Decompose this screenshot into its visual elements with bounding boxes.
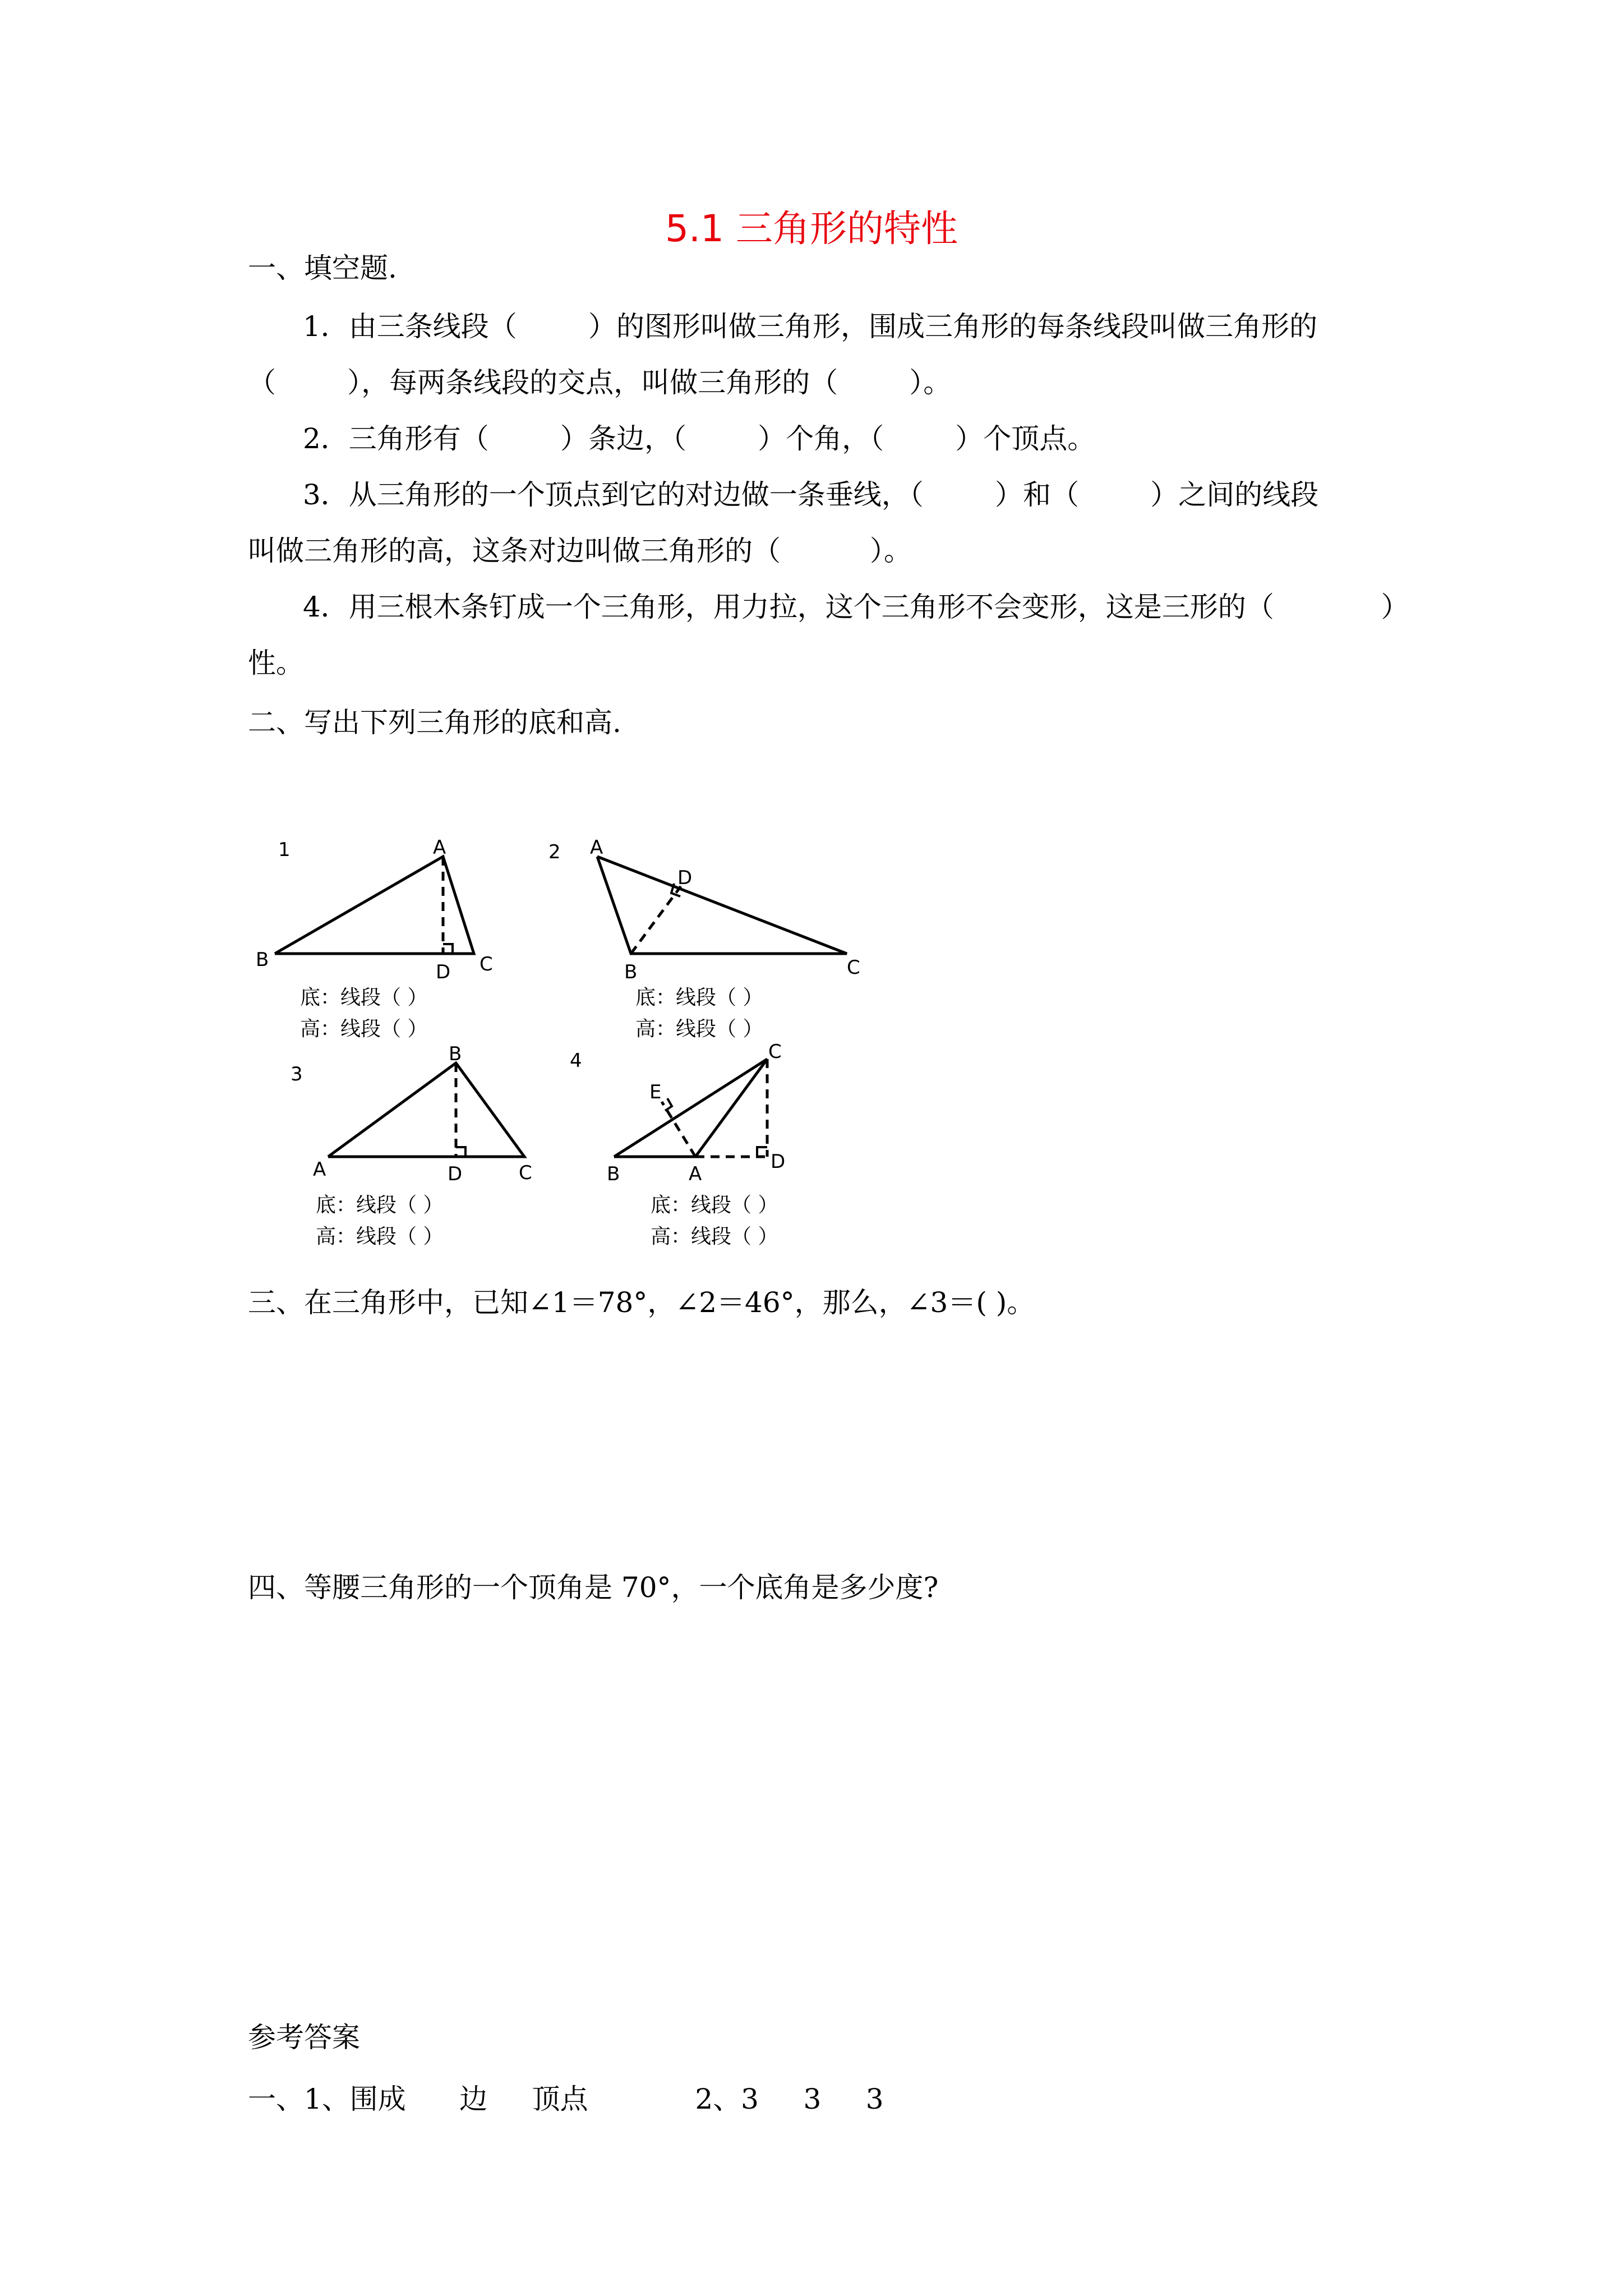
- figure-4-right-angle-mark-d: [757, 1147, 767, 1157]
- figure-4-number: 4: [570, 1050, 582, 1072]
- section2-heading: 二、写出下列三角形的底和高.: [248, 706, 621, 739]
- question-1-line-2: （ ），每两条线段的交点，叫做三角形的（ ）。: [248, 366, 952, 399]
- figure-2-label-b: B: [624, 961, 638, 983]
- figure-1-label-b: B: [256, 949, 269, 971]
- figure-3-height-line: 高：线段（ ）: [316, 1225, 444, 1248]
- figure-4-label-b: B: [607, 1163, 620, 1185]
- question-3-line-2: 叫做三角形的高，这条对边叫做三角形的（ ）。: [248, 535, 912, 567]
- figure-1-right-angle-mark: [443, 944, 453, 954]
- question-3-line-1: 3．从三角形的一个顶点到它的对边做一条垂线，（ ）和（ ）之间的线段: [303, 478, 1319, 511]
- figure-4-label-e: E: [649, 1081, 662, 1103]
- figure-3-base-line: 底：线段（ ）: [316, 1194, 444, 1217]
- figure-1-height-line: 高：线段（ ）: [300, 1018, 428, 1041]
- figure-3-label-c: C: [519, 1162, 532, 1184]
- section3-question: 三、在三角形中，已知∠1＝78°，∠2＝46°，那么，∠3＝( )。: [248, 1286, 1035, 1319]
- answers-heading: 参考答案: [248, 2021, 360, 2054]
- figure-4-label-a: A: [689, 1163, 702, 1185]
- figure-2-altitude: [631, 886, 681, 954]
- figure-2-label-a: A: [590, 836, 603, 859]
- page-title: 5.1 三角形的特性: [665, 207, 958, 250]
- question-4-line-1: 4．用三根木条钉成一个三角形，用力拉，这个三角形不会变形，这是三形的（ ）: [303, 591, 1409, 623]
- figure-2-triangle: [597, 857, 847, 954]
- figure-1-number: 1: [278, 839, 291, 861]
- figure-2-height-line: 高：线段（ ）: [635, 1018, 763, 1041]
- figure-3-number: 3: [291, 1063, 303, 1085]
- figure-4-label-c: C: [768, 1041, 782, 1063]
- figure-4-height-line: 高：线段（ ）: [651, 1225, 778, 1248]
- section4-question: 四、等腰三角形的一个顶角是 70°，一个底角是多少度?: [248, 1571, 939, 1604]
- figure-2-number: 2: [548, 841, 561, 863]
- answers-line-1: 一、1、围成 边 顶点 2、3 3 3: [248, 2083, 884, 2115]
- figure-4-label-d: D: [771, 1151, 786, 1173]
- figure-2-label-c: C: [847, 956, 860, 979]
- section1-heading: 一、填空题.: [248, 252, 397, 284]
- figure-3-triangle: [328, 1063, 524, 1157]
- figure-3-label-a: A: [313, 1158, 326, 1181]
- figure-1-base-line: 底：线段（ ）: [300, 986, 428, 1009]
- figure-1-label-c: C: [479, 953, 493, 976]
- figure-4-base-line: 底：线段（ ）: [651, 1194, 778, 1217]
- figure-1-label-d: D: [436, 961, 451, 983]
- figure-1-label-a: A: [433, 836, 446, 859]
- question-2: 2．三角形有（ ）条边，（ ）个角，（ ）个顶点。: [303, 422, 1096, 455]
- figure-4-right-angle-mark-e: [665, 1098, 672, 1111]
- figure-2-label-d: D: [677, 867, 693, 889]
- figure-3-label-b: B: [449, 1043, 462, 1065]
- question-4-line-2: 性。: [248, 647, 304, 679]
- figure-4-triangle: [614, 1059, 767, 1157]
- figure-3-label-d: D: [448, 1163, 463, 1185]
- figure-2-base-line: 底：线段（ ）: [635, 986, 763, 1009]
- question-1-line-1: 1．由三条线段（ ）的图形叫做三角形，围成三角形的每条线段叫做三角形的: [303, 310, 1317, 343]
- figure-3-right-angle-mark: [456, 1147, 465, 1157]
